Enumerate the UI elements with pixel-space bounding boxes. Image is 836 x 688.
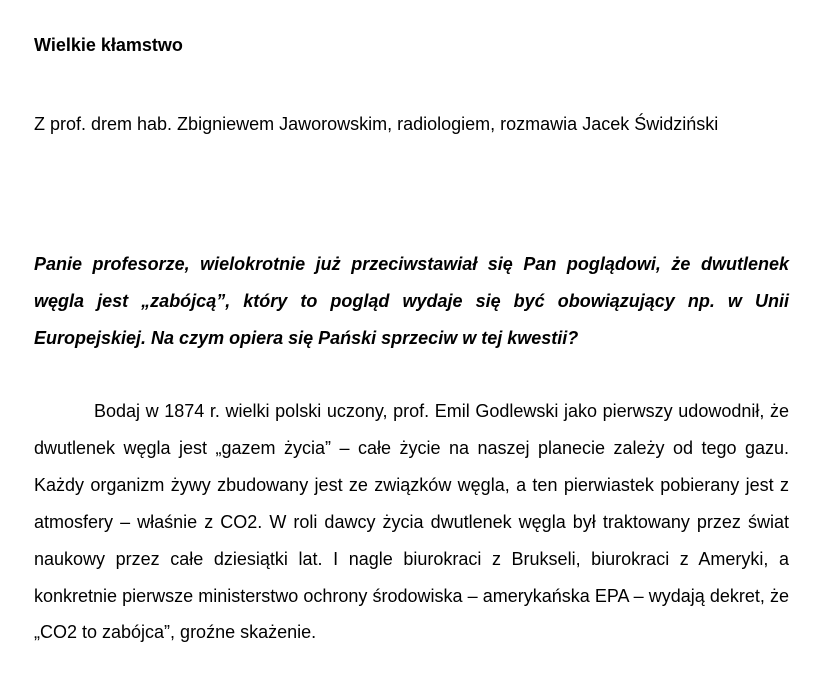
interview-byline: Z prof. drem hab. Zbigniewem Jaworowskim, radiologiem, rozmawia Jacek Świdziński — [34, 114, 719, 134]
interview-question: Panie profesorze, wielokrotnie już przeciwstawiał się Pan poglądowi, że dwutlenek węgla jest „zabójcą”, który to pogląd wydaje się być obowiązujący np. w Unii Europejskiej. Na czym opiera się Pański sprzeciw w tej kwestii? — [34, 254, 789, 348]
article-title: Wielkie kłamstwo — [34, 35, 183, 55]
interview-answer-paragraph: Bodaj w 1874 r. wielki polski uczony, prof. Emil Godlewski jako pierwszy udowodnił, że dwutlenek węgla jest „gazem życia” – całe życie na naszej planecie zależy od tego gazu. Każdy organizm żywy zbudowany jest ze związków węgla, a ten pierwiastek pobierany jest z atmosfery – właśnie z CO2. W roli dawcy życia dwutlenek węgla był traktowany przez świat naukowy przez całe dziesiątki lat. I nagle biurokraci z Brukseli, biurokraci z Ameryki, a konkretnie pierwsze ministerstwo ochrony środowiska – amerykańska EPA – wydają dekret, że „CO2 to zabójca”, groźne skażenie. — [34, 401, 789, 643]
